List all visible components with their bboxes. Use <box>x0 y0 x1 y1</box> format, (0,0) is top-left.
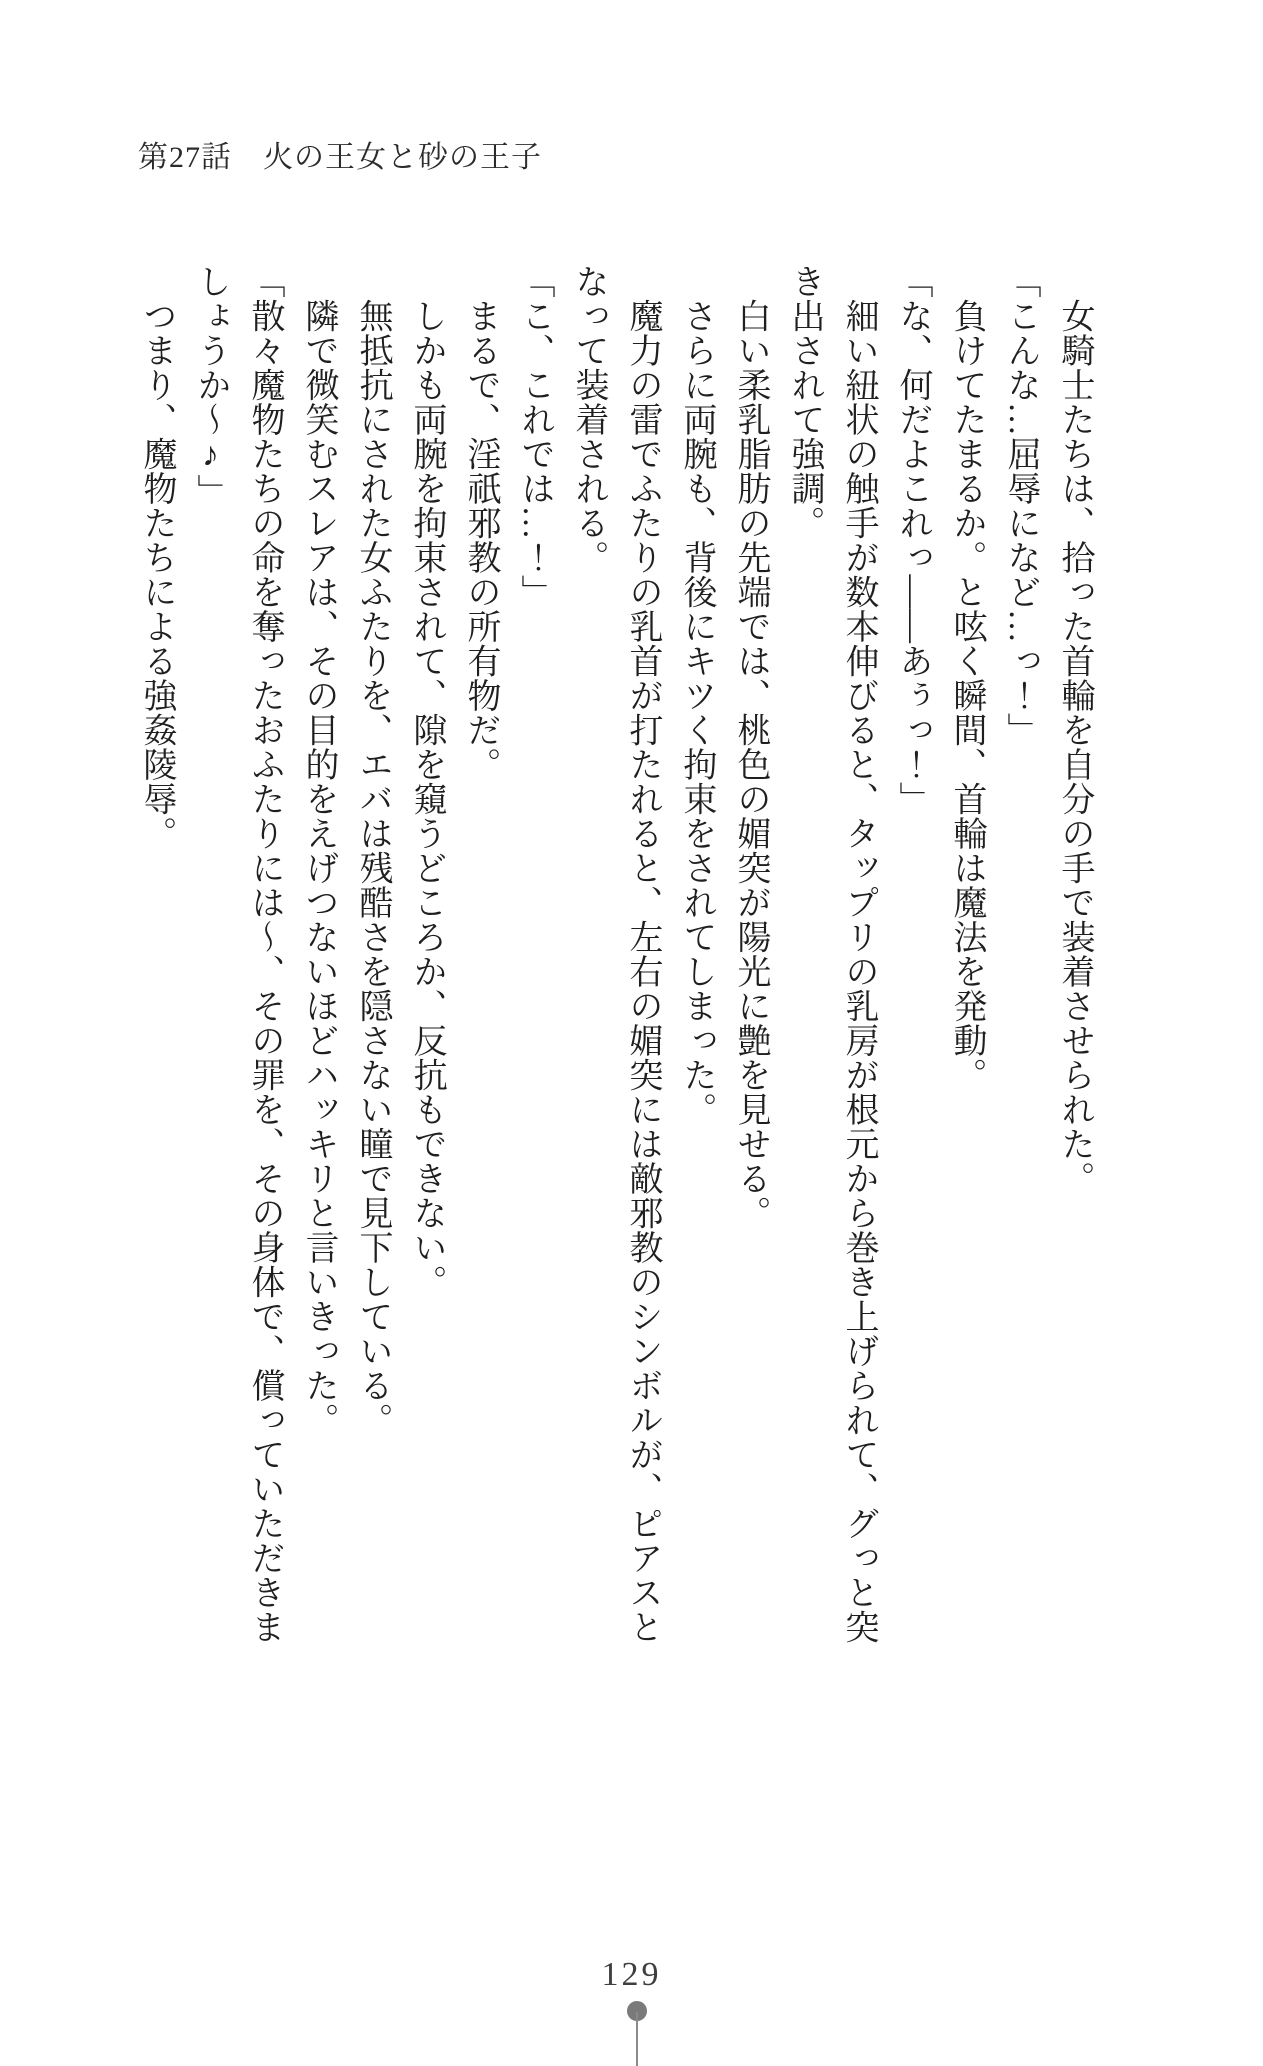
footer-line-ornament <box>636 2012 638 2066</box>
text-line: 魔力の雷でふたりの乳首が打たれると、左右の媚突には敵邪教のシンボルが、ピアスと <box>624 264 661 1644</box>
chapter-header: 第27話 火の王女と砂の王子 <box>138 141 542 174</box>
text-line: 無抵抗にされた女ふたりを、エバは残酷さを隠さない瞳で見下している。 <box>354 264 391 1437</box>
text-line: 「な、何だよこれっ――あぅっ！」 <box>894 264 931 816</box>
text-line: まるで、淫祇邪教の所有物だ。 <box>462 264 499 782</box>
text-line: しかも両腕を拘束されて、隙を窺うどころか、反抗もできない。 <box>408 264 445 1299</box>
text-line: 「こ、これでは…！」 <box>516 264 553 609</box>
text-line: 細い紐状の触手が数本伸びると、タップリの乳房が根元から巻き上げられて、グっと突 <box>840 264 877 1644</box>
text-line: 隣で微笑むスレアは、その目的をえげつないほどハッキリと言いきった。 <box>300 264 337 1437</box>
text-line: 負けてたまるか。と呟く瞬間、首輪は魔法を発動。 <box>948 264 985 1092</box>
text-line: 白い柔乳脂肪の先端では、桃色の媚突が陽光に艶を見せる。 <box>732 264 769 1230</box>
text-line: 「散々魔物たちの命を奪ったおふたりには〜、その罪を、その身体で、償っていただきま <box>246 264 283 1644</box>
text-line: 「こんな…屈辱になど…っ！」 <box>1002 264 1039 747</box>
text-line: さらに両腕も、背後にキツく拘束をされてしまった。 <box>678 264 715 1127</box>
text-line: き出されて強調。 <box>786 264 823 540</box>
text-line: しょうか〜♪」 <box>192 264 229 509</box>
text-line: なって装着される。 <box>570 264 607 575</box>
body-text <box>129 264 1101 1674</box>
text-line: 女騎士たちは、拾った首輪を自分の手で装着させられた。 <box>1056 264 1093 1196</box>
page-number: 129 <box>601 1956 662 1993</box>
text-line: つまり、魔物たちによる強姦陵辱。 <box>138 264 175 851</box>
